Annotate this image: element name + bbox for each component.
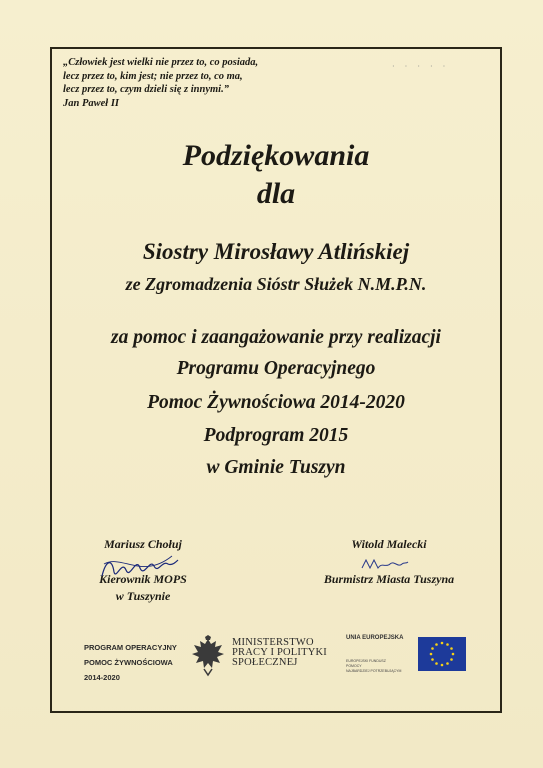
- certificate-title-dla: dla: [256, 177, 296, 210]
- eu-logo: [346, 635, 466, 681]
- polish-eagle-emblem: [190, 635, 226, 677]
- quote-author: Jan Paweł II: [63, 97, 120, 109]
- program-logo-line: 2014-2020: [84, 673, 120, 682]
- handwritten-signature-right: [360, 556, 410, 572]
- recipient-name: Siostry Mirosławy Atlińskiej: [142, 239, 410, 264]
- eu-subtitle-line: EUROPEJSKI FUNDUSZ POMOCY: [346, 659, 386, 668]
- quote-line: lecz przez to, czym dzieli się z innymi.”: [63, 84, 229, 95]
- body-line: w Gminie Tuszyn: [206, 457, 346, 478]
- decorative-dots: · · · · ·: [392, 62, 450, 71]
- quote-block: [63, 56, 323, 110]
- signatory-role-left-2: w Tuszynie: [115, 589, 171, 603]
- ministry-line: SPOŁECZNEJ: [232, 657, 298, 668]
- quote-line: „Człowiek jest wielki nie przez to, co posiada,: [63, 57, 259, 68]
- eu-label: UNIA EUROPEJSKA: [346, 635, 404, 641]
- quote-line: lecz przez to, kim jest; nie przez to, co ma,: [63, 70, 243, 82]
- recipient-congregation: ze Zgromadzenia Sióstr Służek N.M.P.N.: [125, 274, 427, 294]
- eu-flag-icon: [418, 637, 466, 671]
- ministry-line: MINISTERSTWO: [232, 637, 314, 648]
- eu-subtitle: [346, 659, 402, 674]
- signatory-role-left: Kierownik MOPS: [99, 572, 187, 586]
- ministry-line: PRACY I POLITYKI: [232, 647, 327, 658]
- signatory-name-left: Mariusz Chołuj: [104, 537, 182, 551]
- body-line: za pomoc i zaangażowanie przy realizacji: [111, 327, 441, 348]
- ministry-logo-text: [232, 638, 352, 668]
- eu-subtitle-line: NAJBARDZIEJ POTRZEBUJĄCYM: [346, 669, 402, 673]
- certificate-title: Podziękowania: [182, 139, 370, 172]
- body-line: Podprogram 2015: [203, 425, 349, 446]
- body-line: Pomoc Żywnościowa 2014-2020: [147, 392, 405, 413]
- body-line: Programu Operacyjnego: [176, 358, 376, 379]
- handwritten-signature-left: [92, 550, 182, 584]
- program-logo-text: [84, 640, 194, 685]
- program-logo-line: PROGRAM OPERACYJNY: [84, 643, 177, 652]
- program-logo-line: POMOC ŻYWNOŚCIOWA: [84, 658, 173, 667]
- signatory-name-right: Witold Malecki: [351, 537, 427, 551]
- logos-bar: [50, 630, 502, 690]
- signatory-role-right: Burmistrz Miasta Tuszyna: [323, 572, 455, 586]
